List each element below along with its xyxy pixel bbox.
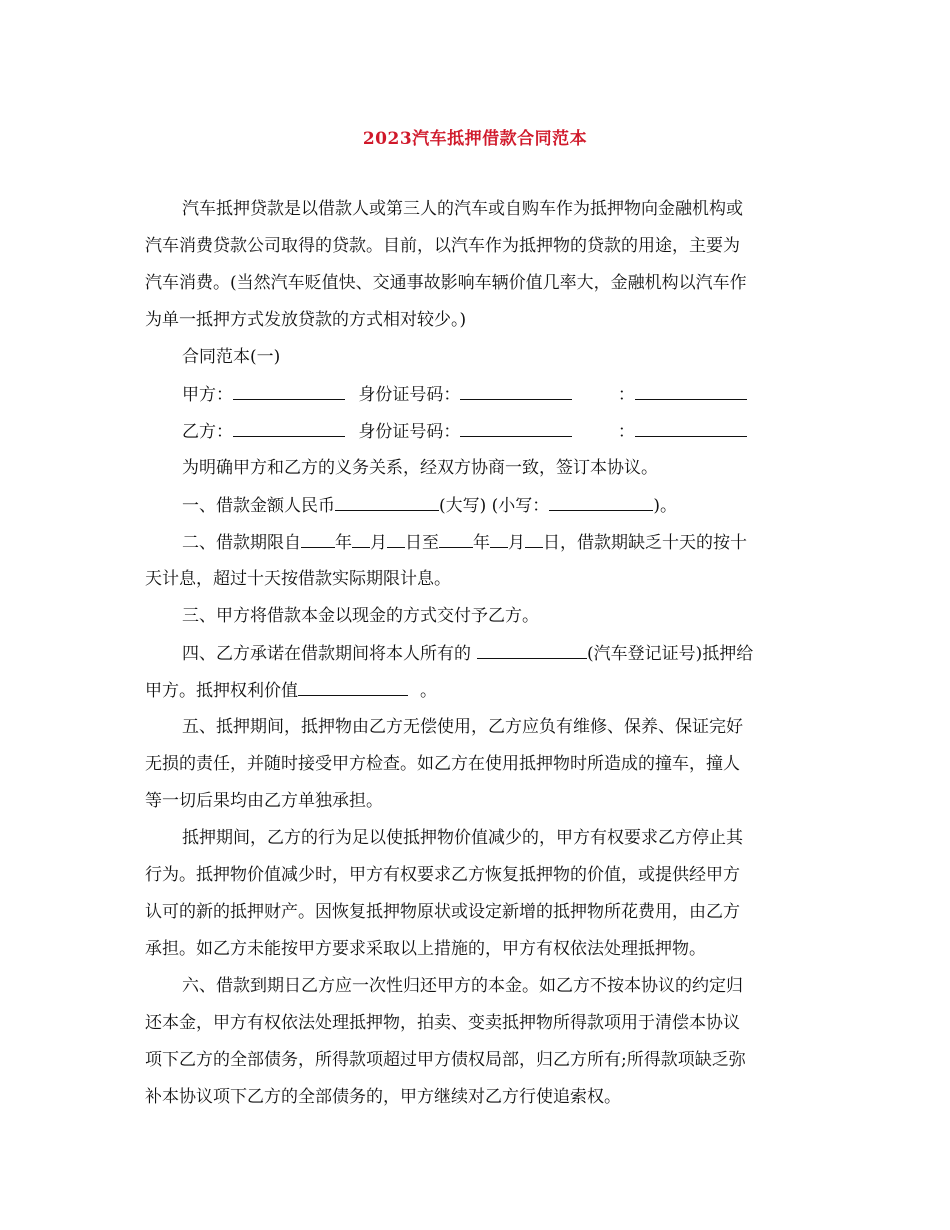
clause-1-text-a: 一、借款金额人民币 (182, 496, 335, 516)
party-b-row (182, 420, 747, 443)
day-1-blank (387, 531, 405, 548)
month-1-blank (352, 531, 370, 548)
clause-5b-line-1: 抵押期间，乙方的行为足以使抵押物价值减少的，甲方有权要求乙方停止其 (182, 828, 743, 848)
clause-intro: 为明确甲方和乙方的义务关系，经双方协商一致，签订本协议。 (182, 458, 658, 478)
document-title: 2023汽车抵押借款合同范本 (362, 129, 588, 149)
party-a-id-blank (460, 383, 572, 400)
year-1-blank (301, 531, 335, 548)
clause-5-line-1: 五、抵押期间，抵押物由乙方无偿使用，乙方应负有维修、保养、保证完好 (182, 717, 743, 737)
year-2-blank (439, 531, 473, 548)
clause-4-text-d: 。 (420, 681, 437, 701)
clause-3: 三、甲方将借款本金以现金的方式交付予乙方。 (182, 606, 539, 626)
intro-line-3: 汽车消费。(当然汽车贬值快、交通事故影响车辆价值几率大，金融机构以汽车作 (145, 273, 747, 293)
party-a-id-label: 身份证号码： (358, 385, 461, 405)
clause-6-line-2: 还本金，甲方有权依法处理抵押物，拍卖、变卖抵押物所得款项用于清偿本协议 (145, 1013, 740, 1033)
month-2-blank (490, 531, 508, 548)
day-2-blank (525, 531, 543, 548)
vehicle-reg-blank (477, 642, 587, 659)
clause-1-text-c: )。 (653, 496, 677, 516)
clause-4 (182, 642, 753, 665)
party-a-label: 甲方： (182, 385, 233, 405)
clause-2-text-a: 二、借款期限自 (182, 533, 301, 553)
intro-line-1: 汽车抵押贷款是以借款人或第三人的汽车或自购车作为抵押物向金融机构或 (182, 199, 743, 219)
intro-line-2: 汽车消费贷款公司取得的贷款。目前，以汽车作为抵押物的贷款的用途，主要为 (145, 236, 740, 256)
party-b-label: 乙方： (182, 422, 233, 442)
party-a-row (182, 383, 747, 406)
party-a-extra-blank (635, 383, 747, 400)
clause-2-month-2: 月 (508, 533, 525, 553)
party-b-blank (233, 420, 345, 437)
clause-2-day-2: 日，借款期缺乏十天的按十 (543, 533, 747, 553)
clause-2 (182, 531, 747, 554)
party-b-id-blank (460, 420, 572, 437)
clause-2-line-2: 天计息，超过十天按借款实际期限计息。 (145, 569, 451, 589)
clause-6-line-3: 项下乙方的全部债务，所得款项超过甲方债权局部，归乙方所有;所得款项缺乏弥 (145, 1050, 746, 1070)
clause-1-text-b: (大写) (小写： (439, 496, 550, 516)
amount-upper-blank (335, 494, 439, 511)
party-b-extra-label: ： (617, 422, 635, 442)
party-a-blank (233, 383, 345, 400)
clause-2-year-1: 年 (335, 533, 352, 553)
mortgage-value-blank (298, 679, 408, 696)
intro-line-4: 为单一抵押方式发放贷款的方式相对较少。) (145, 310, 467, 330)
clause-5b-line-3: 认可的新的抵押财产。因恢复抵押物原状或设定新增的抵押物所花费用，由乙方 (145, 902, 740, 922)
clause-2-year-2: 年 (473, 533, 490, 553)
clause-5-line-2: 无损的责任，并随时接受甲方检查。如乙方在使用抵押物时所造成的撞车，撞人 (145, 754, 740, 774)
clause-5b-line-2: 行为。抵押物价值减少时，甲方有权要求乙方恢复抵押物的价值，或提供经甲方 (145, 865, 740, 885)
clause-2-day-1: 日至 (405, 533, 439, 553)
clause-5-line-3: 等一切后果均由乙方单独承担。 (145, 791, 383, 811)
party-b-id-label: 身份证号码： (358, 422, 461, 442)
clause-5b-line-4: 承担。如乙方未能按甲方要求采取以上措施的，甲方有权依法处理抵押物。 (145, 939, 706, 959)
clause-4-text-b: (汽车登记证号)抵押给 (587, 644, 754, 664)
clause-6-line-4: 补本协议项下乙方的全部债务的，甲方继续对乙方行使追索权。 (145, 1087, 621, 1107)
clause-4-text-c: 甲方。抵押权利价值 (145, 681, 298, 701)
clause-4-line-2 (145, 679, 437, 702)
party-a-extra-label: ： (617, 385, 635, 405)
clause-4-text-a: 四、乙方承诺在借款期间将本人所有的 (182, 644, 471, 664)
clause-6-line-1: 六、借款到期日乙方应一次性归还甲方的本金。如乙方不按本协议的约定归 (182, 976, 743, 996)
clause-1 (182, 494, 677, 517)
section-heading: 合同范本(一) (182, 347, 281, 367)
amount-lower-blank (549, 494, 653, 511)
clause-2-month-1: 月 (370, 533, 387, 553)
party-b-extra-blank (635, 420, 747, 437)
